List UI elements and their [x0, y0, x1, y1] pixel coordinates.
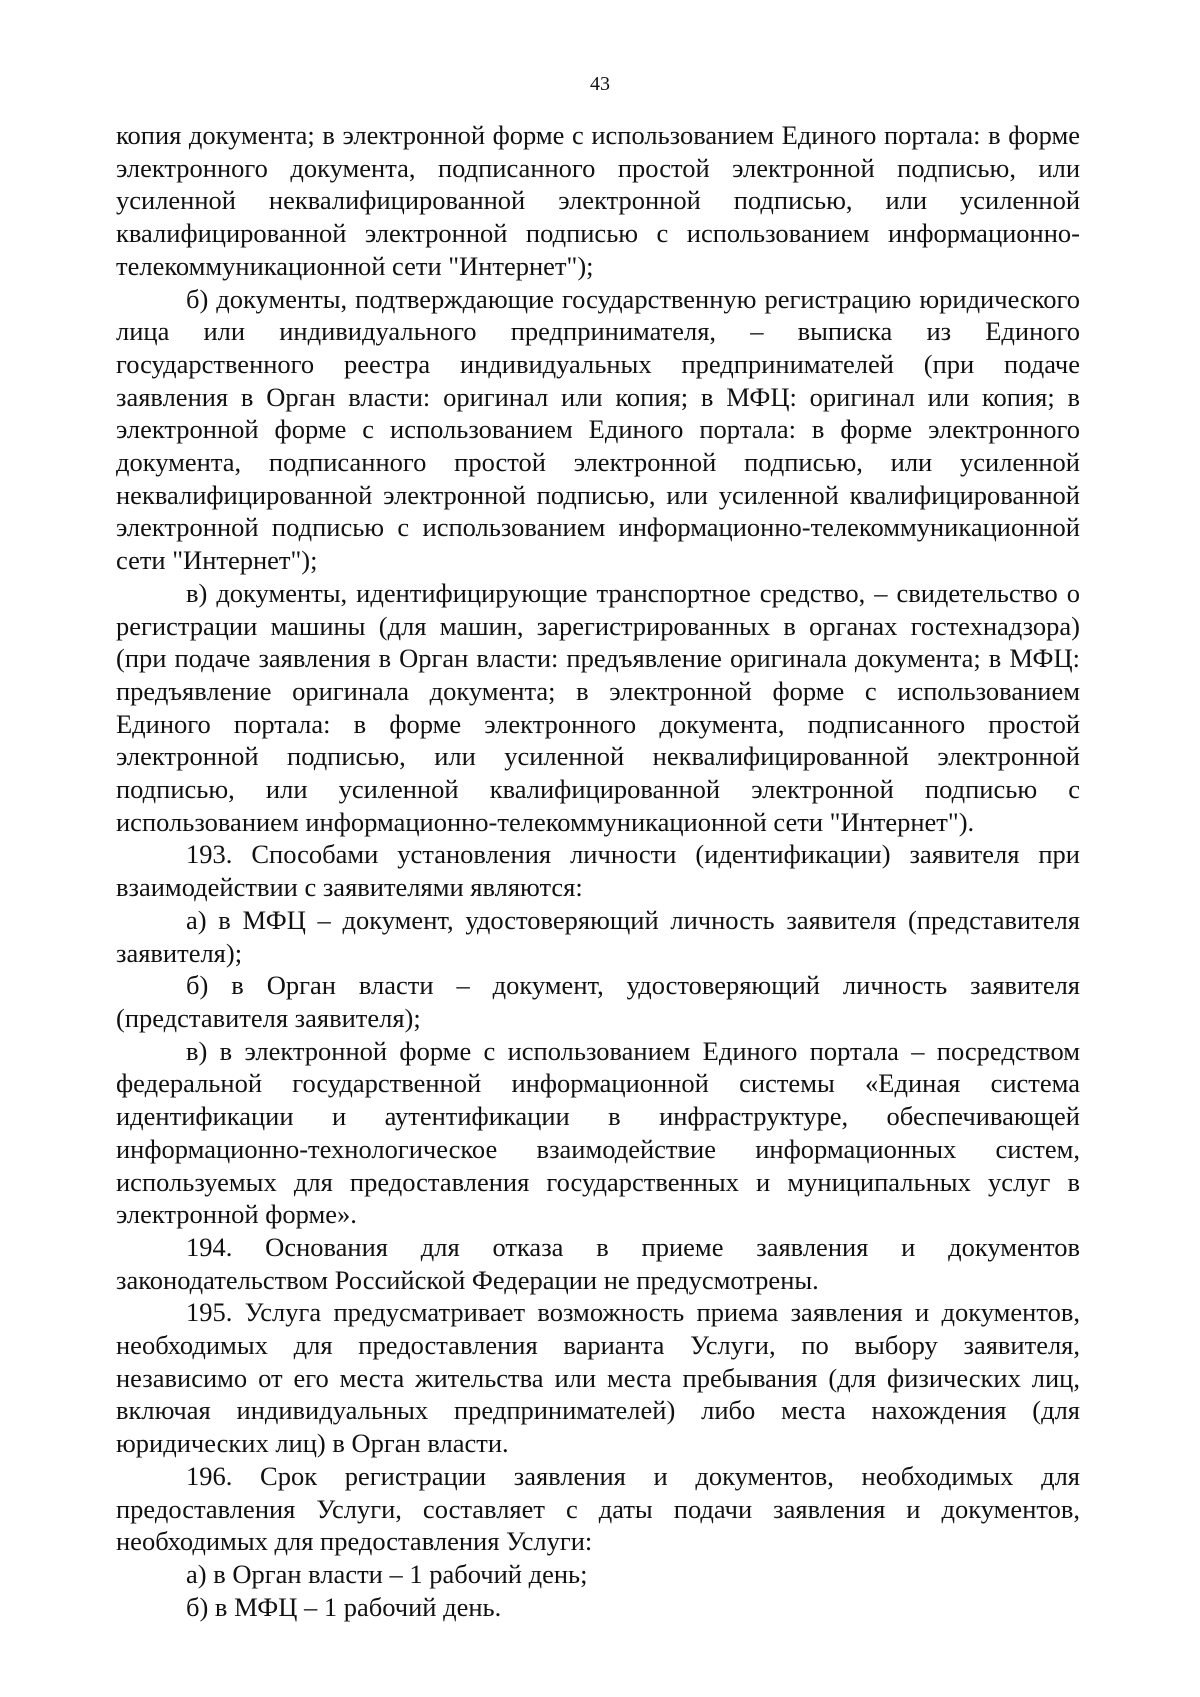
paragraph: б) в Орган власти – документ, удостоверяющий личность заявителя (представителя заявителя); [116, 970, 1080, 1033]
paragraph: 193. Способами установления личности (идентификации) заявителя при взаимодействии с заявителями являются: [116, 839, 1080, 903]
paragraph: в) в электронной форме с использованием Единого портала – посредством федеральной государственной информационной системы «Единая система идентификации и аутентификации в инфраструктуре, обеспечивающей информационно-технологическое взаимодействие информационных систем, используемых для предоставления государственных и муниципальных услуг в электронной форме». [116, 1035, 1080, 1230]
paragraph: 195. Услуга предусматривает возможность приема заявления и документов, необходимых для предоставления варианта Услуги, по выбору заявителя, независимо от его места жительства или места пребывания (для физических лиц, включая индивидуальных предпринимателей) либо места нахождения (для юридических лиц) в Орган власти. [116, 1297, 1080, 1459]
paragraph: б) в МФЦ – 1 рабочий день. [186, 1591, 502, 1622]
paragraph: 194. Основания для отказа в приеме заявления и документов законодательством Российской Федерации не предусмотрены. [116, 1231, 1080, 1295]
paragraph: б) документы, подтверждающие государственную регистрацию юридического лица или индивидуального предпринимателя, – выписка из Единого государственного реестра индивидуальных предпринимателей (при подаче заявления в Орган власти: оригинал или копия; в МФЦ: оригинал или копия; в электронной форме с использованием Единого портала: в форме электронного документа, подписанного простой электронной подписью, или усиленной неквалифицированной электронной подписью, или усиленной квалифицированной электронной подписью с использованием информационно-телекоммуникационной сети "Интернет"); [116, 283, 1080, 576]
paragraph: копия документа; в электронной форме с использованием Единого портала: в форме электронного документа, подписанного простой электронной подписью, или усиленной неквалифицированной электронной подписью, или усиленной квалифицированной электронной подписью с использованием информационно-телекоммуникационной сети "Интернет"); [116, 120, 1080, 281]
paragraph: в) документы, идентифицирующие транспортное средство, – свидетельство о регистрации машины (для машин, зарегистрированных в органах гостехнадзора) (при подаче заявления в Орган власти: предъявление оригинала документа; в МФЦ: предъявление оригинала документа; в электронной форме с использованием Единого портала: в форме электронного документа, подписанного простой электронной подписью, или усиленной неквалифицированной электронной подписью, или усиленной квалифицированной электронной подписью с использованием информационно-телекоммуникационной сети "Интернет"). [116, 577, 1080, 837]
paragraph: а) в Орган власти – 1 рабочий день; [186, 1558, 588, 1589]
document-body [116, 119, 1080, 1623]
page-number: 43 [590, 73, 610, 95]
paragraph: 196. Срок регистрации заявления и документов, необходимых для предоставления Услуги, составляет с даты подачи заявления и документов, необходимых для предоставления Услуги: [116, 1460, 1080, 1557]
paragraph: а) в МФЦ – документ, удостоверяющий личность заявителя (представителя заявителя); [116, 904, 1080, 968]
